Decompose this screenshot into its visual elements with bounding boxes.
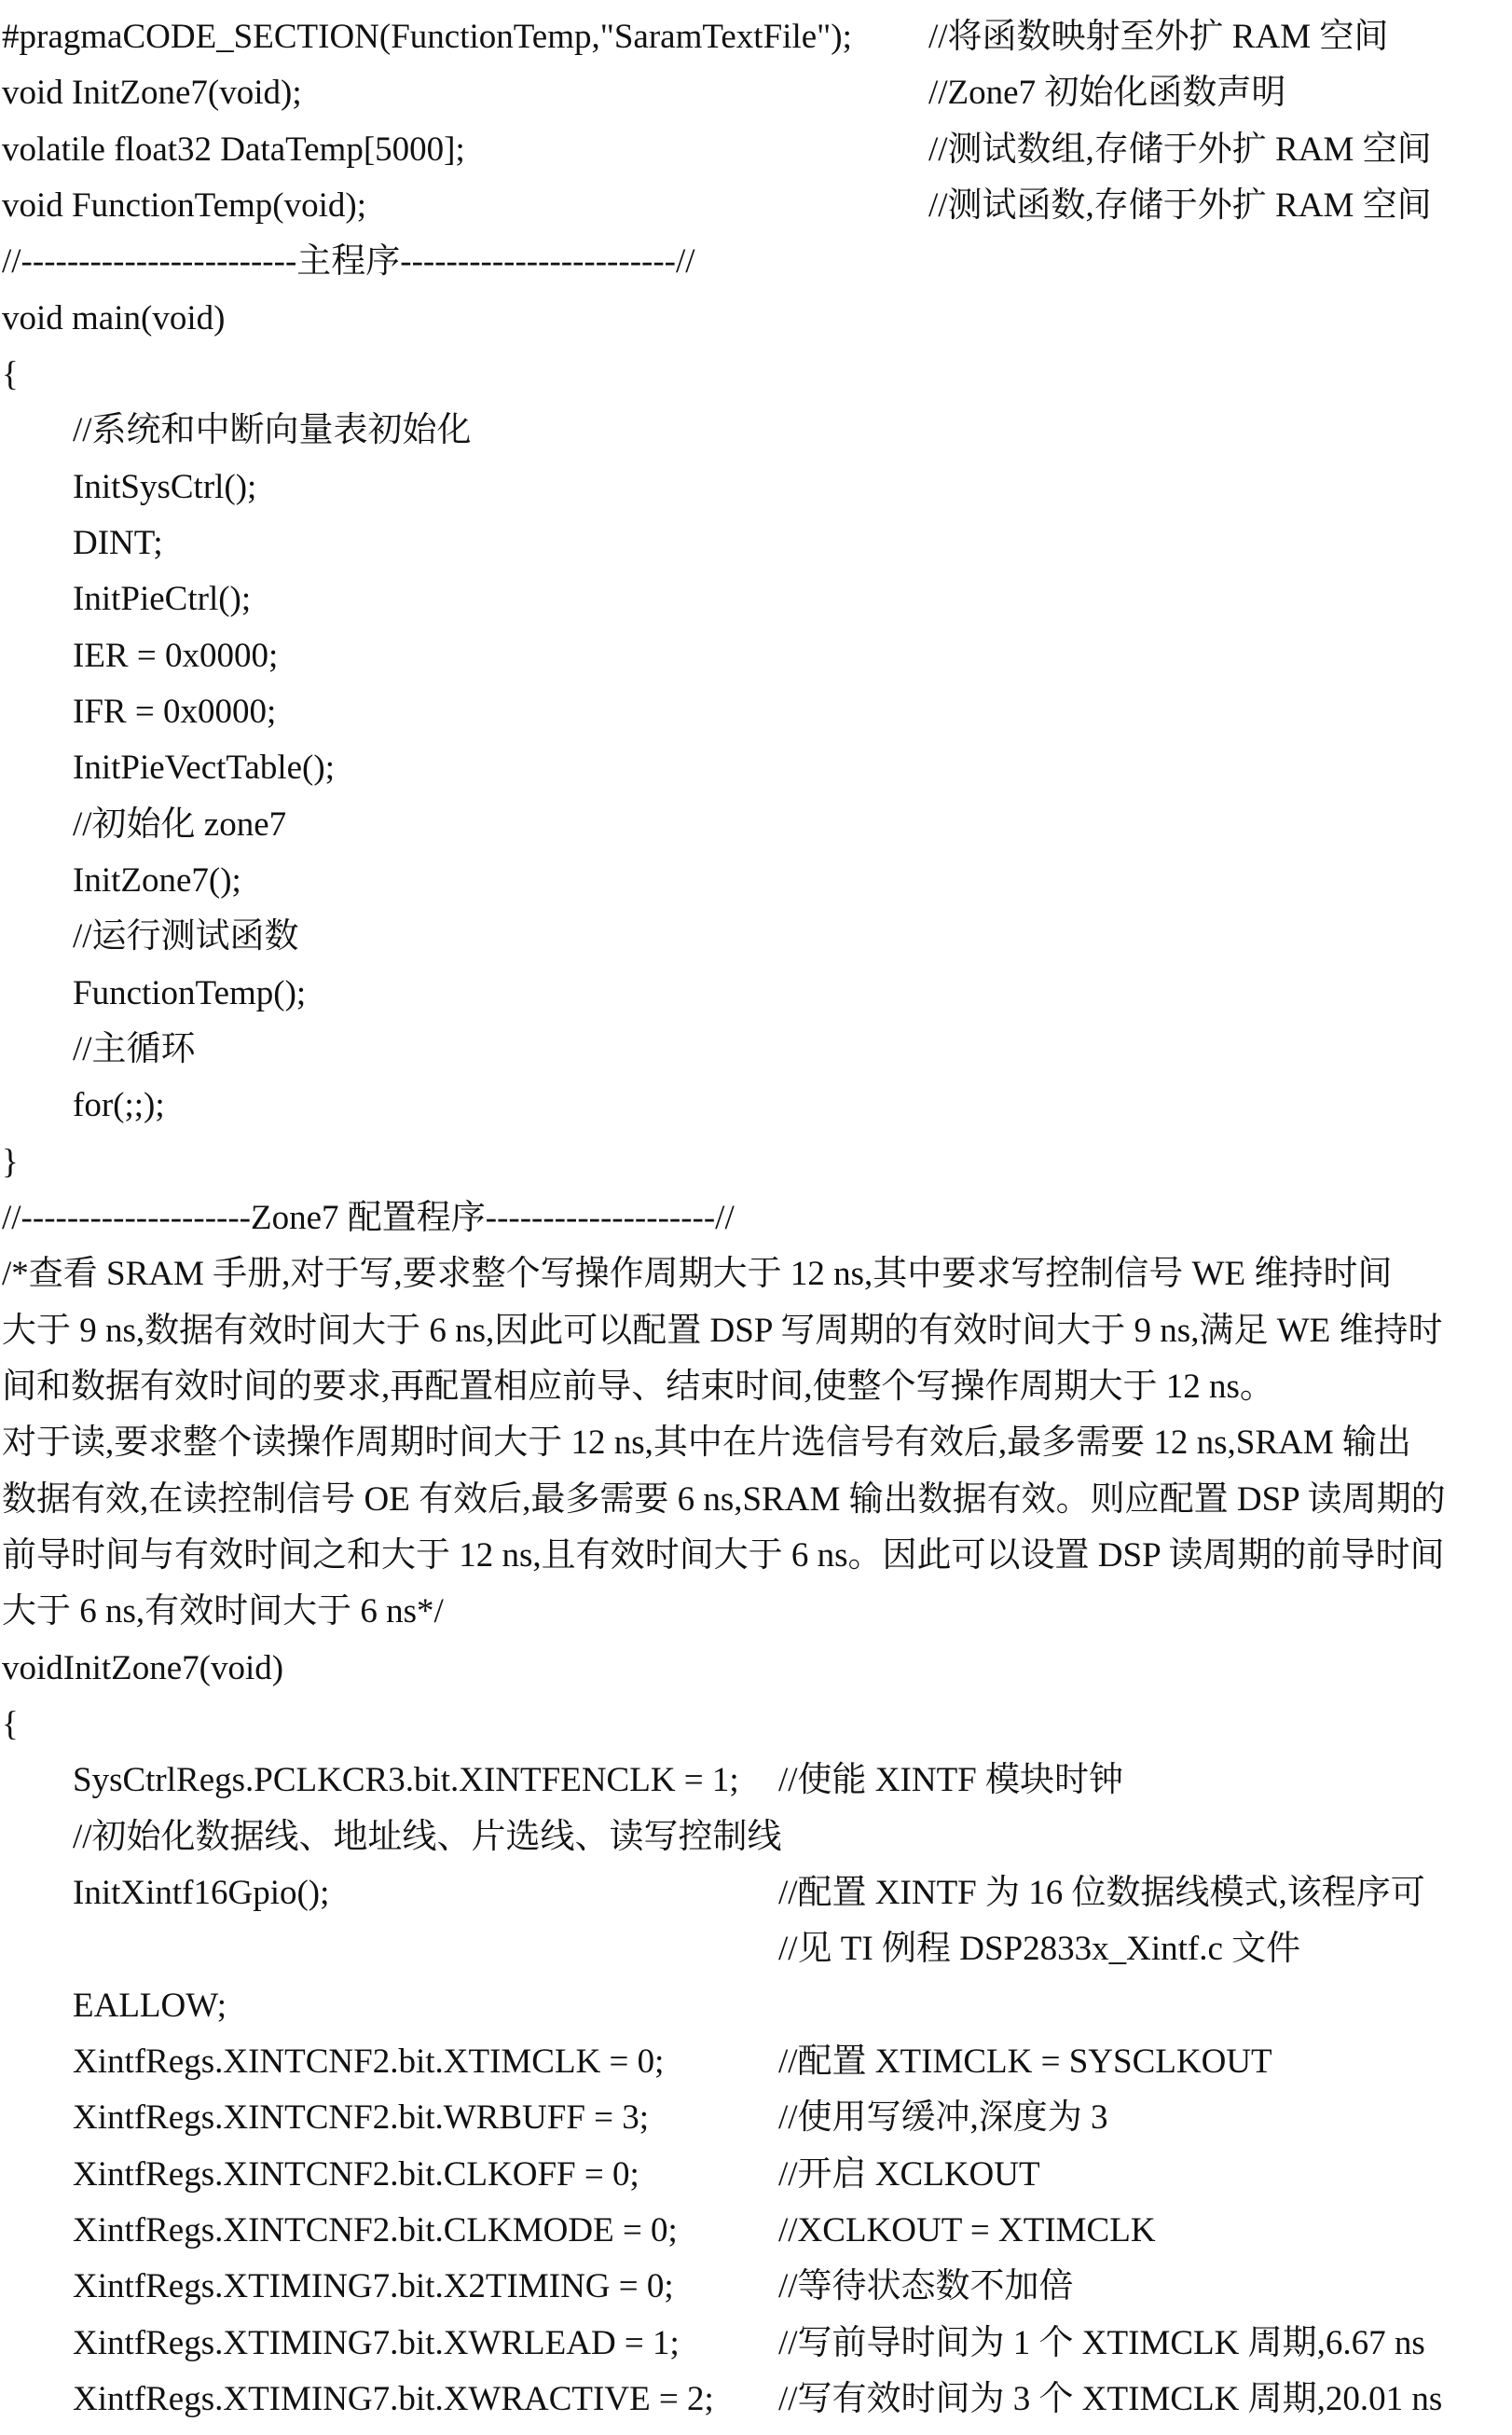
code-line <box>0 1641 1512 1697</box>
code-comment: //等待状态数不加倍 <box>778 2267 1074 2305</box>
code-line <box>0 740 1512 796</box>
code-text: for(;;); <box>73 1086 165 1124</box>
section-divider <box>0 234 1512 290</box>
code-line <box>0 2034 1512 2090</box>
code-line <box>0 2259 1512 2315</box>
code-text: IFR = 0x0000; <box>73 693 277 731</box>
code-text: } <box>2 1143 19 1181</box>
code-comment: //使能 XINTF 模块时钟 <box>778 1761 1123 1799</box>
code-line <box>0 1753 1512 1809</box>
code-line <box>0 1135 1512 1190</box>
code-line <box>0 2372 1512 2428</box>
code-text: XintfRegs.XTIMING7.bit.X2TIMING = 0; <box>73 2267 674 2305</box>
code-line <box>0 684 1512 740</box>
code-line <box>0 1809 1512 1865</box>
code-text: void main(void) <box>2 299 226 337</box>
block-comment-line <box>0 1472 1512 1528</box>
code-comment: 前导时间与有效时间之和大于 12 ns,且有效时间大于 6 ns。因此可以设置 DSP 读周期的前导时间 <box>2 1536 1445 1575</box>
code-text: IER = 0x0000; <box>73 637 279 675</box>
code-comment: 对于读,要求整个读操作周期时间大于 12 ns,其中在片选信号有效后,最多需要 12 ns,SRAM 输出 <box>2 1424 1411 1462</box>
code-line <box>0 122 1512 178</box>
divider-text: //------------------------主程序------------------------// <box>2 242 695 281</box>
code-comment: //写前导时间为 1 个 XTIMCLK 周期,6.67 ns <box>778 2324 1425 2362</box>
code-line <box>0 2316 1512 2372</box>
code-comment: //初始化数据线、地址线、片选线、读写控制线 <box>73 1818 782 1856</box>
divider-text: //--------------------Zone7 配置程序--------------------// <box>2 1199 735 1237</box>
code-comment: //初始化 zone7 <box>73 805 287 844</box>
code-comment: //XCLKOUT = XTIMCLK <box>778 2211 1156 2249</box>
code-comment: //写有效时间为 3 个 XTIMCLK 周期,20.01 ns <box>778 2380 1443 2418</box>
section-divider <box>0 1190 1512 1246</box>
block-comment-line <box>0 1415 1512 1471</box>
code-text: XintfRegs.XINTCNF2.bit.XTIMCLK = 0; <box>73 2043 665 2081</box>
code-line <box>0 516 1512 571</box>
code-text: XintfRegs.XINTCNF2.bit.WRBUFF = 3; <box>73 2098 650 2137</box>
code-text: SysCtrlRegs.PCLKCR3.bit.XINTFENCLK = 1; <box>73 1761 739 1799</box>
code-line <box>0 403 1512 459</box>
code-line <box>0 2147 1512 2203</box>
code-text: XintfRegs.XINTCNF2.bit.CLKMODE = 0; <box>73 2211 678 2249</box>
block-comment-line <box>0 1303 1512 1359</box>
code-comment: //见 TI 例程 DSP2833x_Xintf.c 文件 <box>778 1930 1301 1968</box>
code-comment: //Zone7 初始化函数声明 <box>928 74 1286 112</box>
code-text: XintfRegs.XINTCNF2.bit.CLKOFF = 0; <box>73 2155 639 2194</box>
code-line <box>0 291 1512 347</box>
code-comment: //运行测试函数 <box>73 917 299 956</box>
code-line <box>0 1921 1512 1977</box>
block-comment-line <box>0 1246 1512 1302</box>
code-comment: //开启 XCLKOUT <box>778 2155 1040 2194</box>
code-line <box>0 2090 1512 2146</box>
block-comment-line <box>0 1528 1512 1584</box>
code-text: InitPieVectTable(); <box>73 749 335 787</box>
code-comment: 间和数据有效时间的要求,再配置相应前导、结束时间,使整个写操作周期大于 12 ns。 <box>2 1368 1274 1406</box>
code-text: void FunctionTemp(void); <box>2 186 367 225</box>
code-comment: //主循环 <box>73 1030 196 1068</box>
code-line <box>0 1022 1512 1078</box>
code-line <box>0 571 1512 627</box>
code-text: InitXintf16Gpio(); <box>73 1874 330 1912</box>
code-line <box>0 1978 1512 2034</box>
code-text: XintfRegs.XTIMING7.bit.XWRLEAD = 1; <box>73 2324 680 2362</box>
code-text: InitSysCtrl(); <box>73 468 257 506</box>
code-line <box>0 966 1512 1022</box>
code-comment: 数据有效,在读控制信号 OE 有效后,最多需要 6 ns,SRAM 输出数据有效。则应配置 DSP 读周期的 <box>2 1480 1446 1519</box>
code-comment: /*查看 SRAM 手册,对于写,要求整个写操作周期大于 12 ns,其中要求写控制信号 WE 维持时间 <box>2 1255 1393 1293</box>
code-line <box>0 1078 1512 1134</box>
code-text: InitPieCtrl(); <box>73 580 252 618</box>
code-line <box>0 628 1512 684</box>
code-line <box>0 909 1512 965</box>
code-text: voidInitZone7(void) <box>2 1649 284 1687</box>
code-comment: //测试函数,存储于外扩 RAM 空间 <box>928 186 1432 225</box>
code-line <box>0 65 1512 121</box>
code-text: { <box>2 1705 19 1743</box>
code-line <box>0 797 1512 853</box>
code-comment: //测试数组,存储于外扩 RAM 空间 <box>928 131 1432 169</box>
code-comment: 大于 9 ns,数据有效时间大于 6 ns,因此可以配置 DSP 写周期的有效时间大于 9 ns,满足 WE 维持时 <box>2 1312 1443 1350</box>
code-text: #pragmaCODE_SECTION(FunctionTemp,"SaramTextFile"); <box>2 18 852 56</box>
code-text: DINT; <box>73 524 163 562</box>
code-text: InitZone7(); <box>73 861 241 900</box>
code-line <box>0 2203 1512 2259</box>
code-text: { <box>2 355 19 393</box>
code-text: FunctionTemp(); <box>73 974 307 1012</box>
code-line <box>0 347 1512 403</box>
code-comment: //配置 XINTF 为 16 位数据线模式,该程序可 <box>778 1874 1425 1912</box>
code-text: XintfRegs.XTIMING7.bit.XWRACTIVE = 2; <box>73 2380 714 2418</box>
code-line <box>0 853 1512 909</box>
block-comment-line <box>0 1584 1512 1640</box>
code-comment: //将函数映射至外扩 RAM 空间 <box>928 18 1389 56</box>
code-text: EALLOW; <box>73 1987 227 2025</box>
block-comment-line <box>0 1359 1512 1415</box>
code-comment: //配置 XTIMCLK = SYSCLKOUT <box>778 2043 1272 2081</box>
code-line <box>0 9 1512 65</box>
code-text: void InitZone7(void); <box>2 74 302 112</box>
code-line <box>0 1865 1512 1921</box>
code-comment: 大于 6 ns,有效时间大于 6 ns*/ <box>2 1592 444 1630</box>
code-line <box>0 460 1512 516</box>
code-line <box>0 178 1512 234</box>
code-text: volatile float32 DataTemp[5000]; <box>2 131 465 169</box>
code-line <box>0 1697 1512 1753</box>
code-comment: //系统和中断向量表初始化 <box>73 411 472 449</box>
code-comment: //使用写缓冲,深度为 3 <box>778 2098 1108 2137</box>
